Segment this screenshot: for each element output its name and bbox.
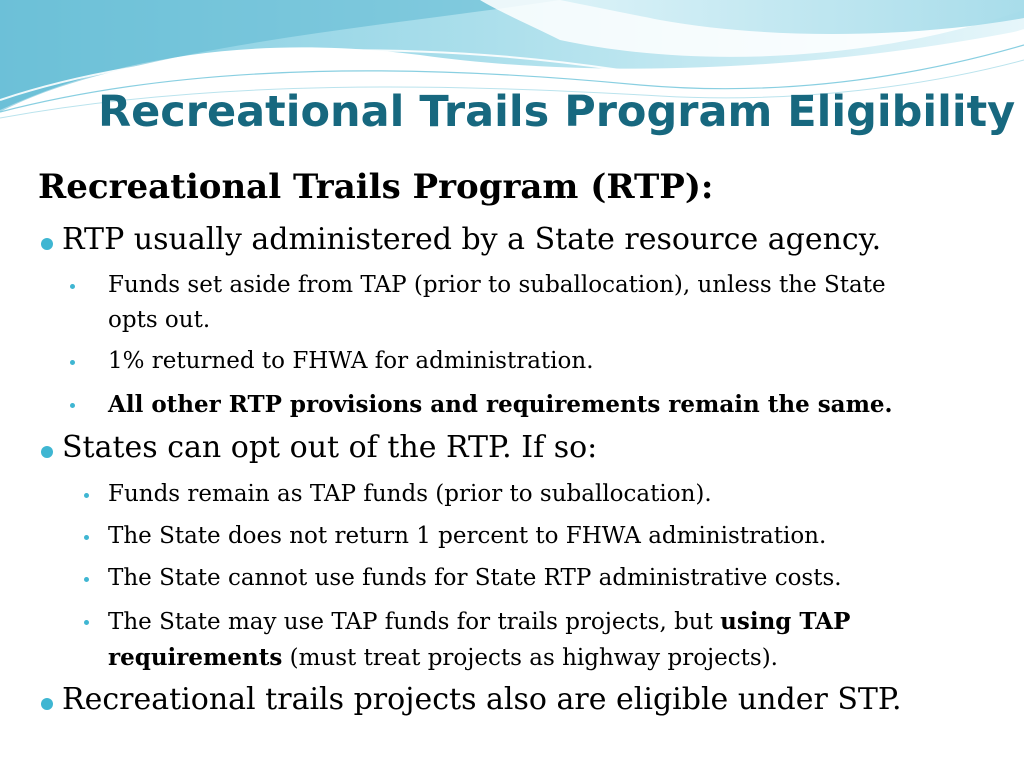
- sub-bullet-line-1: [108, 604, 850, 640]
- sub-bullet-text: All other RTP provisions and requirements remain the same.: [108, 391, 893, 418]
- bullet-text: RTP usually administered by a State resource agency.: [62, 222, 882, 257]
- sub-bullet-text: The State may use TAP funds for trails projects, but: [108, 609, 721, 635]
- sub-bullet-no-return: [108, 519, 826, 554]
- bullet-dot-icon: [41, 446, 53, 458]
- sub-bullet-emphasis: requirements: [108, 644, 283, 671]
- sub-bullet-other-provisions: [108, 387, 893, 422]
- bullet-dot-icon: [41, 238, 53, 250]
- sub-bullet-text: Funds remain as TAP funds (prior to suballocation).: [108, 481, 712, 507]
- sub-bullet-dot-icon: [70, 403, 75, 408]
- bullet-opt-out: [62, 429, 597, 467]
- section-heading: Recreational Trails Program (RTP):: [38, 167, 714, 207]
- sub-bullet-text: (must treat projects as highway projects).: [282, 645, 778, 671]
- sub-bullet-line-2: [108, 640, 850, 676]
- bullet-stp-eligible: [62, 681, 902, 719]
- sub-bullet-funds-set-aside: [108, 268, 886, 338]
- sub-bullet-text: The State cannot use funds for State RTP administrative costs.: [108, 565, 842, 591]
- bullet-dot-icon: [41, 698, 53, 710]
- bullet-text: States can opt out of the RTP. If so:: [62, 430, 598, 465]
- sub-bullet-line-1: Funds set aside from TAP (prior to suballocation), unless the State: [108, 272, 886, 298]
- sub-bullet-admin-costs: [108, 561, 842, 596]
- sub-bullet-text: 1% returned to FHWA for administration.: [108, 348, 594, 374]
- sub-bullet-dot-icon: [84, 535, 89, 540]
- bullet-text: Recreational trails projects also are eligible under STP.: [62, 682, 902, 717]
- sub-bullet-line-2: opts out.: [108, 307, 211, 333]
- sub-bullet-dot-icon: [70, 284, 75, 289]
- sub-bullet-fhwa-return: [108, 344, 594, 379]
- bullet-rtp-administered: [62, 221, 881, 259]
- sub-bullet-dot-icon: [84, 577, 89, 582]
- sub-bullet-dot-icon: [84, 620, 89, 625]
- sub-bullet-dot-icon: [70, 360, 75, 365]
- sub-bullet-text: The State does not return 1 percent to FHWA administration.: [108, 523, 827, 549]
- sub-bullet-funds-remain: [108, 477, 712, 512]
- slide-title: Recreational Trails Program Eligibility: [98, 87, 1016, 137]
- sub-bullet-tap-funds: [108, 604, 850, 676]
- sub-bullet-dot-icon: [84, 493, 89, 498]
- sub-bullet-emphasis: using TAP: [720, 608, 851, 635]
